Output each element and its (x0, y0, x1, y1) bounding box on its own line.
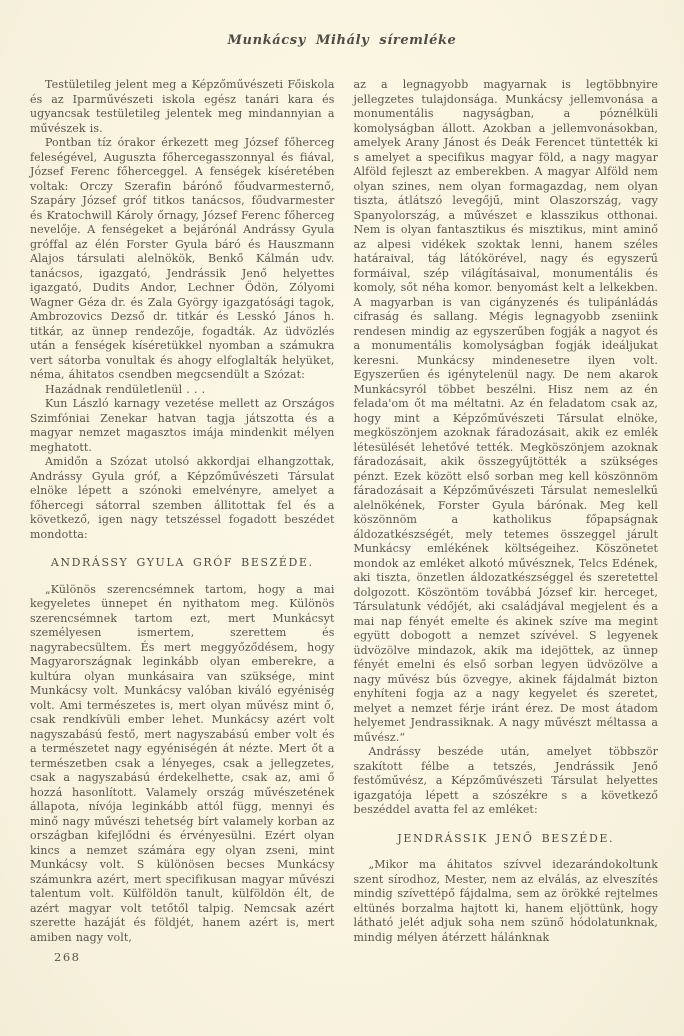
speech-heading-andrassy: ANDRÁSSY GYULA GRÓF BESZÉDE. (50, 556, 314, 569)
text-columns (30, 78, 658, 945)
left-column (30, 78, 335, 945)
paragraph-arrival: Pontban tíz órakor érkezett meg József főherceg feleségével, Auguszta főhercegasszonnyal és fiával, József Ferenc főherceggel. A fenségek kíséretében voltak: Orczy Szerafin bárónő főudvarmesternő, Szapáry József gróf titkos tanácsos, főudvarmester és Kratochwill Károly őrnagy, József Ferenc főherceg nevelője. A fenségeket a bejárónál Andrássy Gyula gróffal az élén Forster Gyula báró és Hauszmann Alajos társulati alelnökök, Benkő Kálmán udv. tanácsos, igazgató, Jendrássik Jenő helyettes igazgató, Dudits Andor, Lechner Ödön, Zólyomi Wagner Géza dr. és Zala György igazgatósági tagok, Ambrozovics Dezső dr. titkár és Lesskó János h. titkár, az ünnep rendezője, fogadták. Az üdvözlés után a fenségek kíséretükkel nyomban a számukra vert sátorba vonultak és ahogy elfoglalták helyüket, néma, áhitatos csendben megcsendült a Szózat: (30, 136, 335, 381)
speech-paragraph-andrassy: „Különös szerencsémnek tartom, hogy a mai kegyeletes ünnepet én nyithatom meg. Különös szerencsémnek tartom ezt, mert Munkácsyt személyesen ismertem, szerettem és nagyrabecsültem. És mert meggyőződésem, hogy Magyarországnak leginkább olyan emberekre, a kultúra olyan munkásaira van szüksége, mint Munkácsy volt. Munkácsy valóban kiváló egyéniség volt. Ami természetes is, mert olyan művész mint ő, csak rendkívüli ember lehet. Munkácsy azért volt nagyszabású festő, mert nagyszabású ember volt és a természetet nagy egyéniségén át nézte. Mert őt a természetben csak a lényeges, csak a jellegzetes, csak a nagyszabású érdekelhette, csak az, ami ő hozzá hasonlított. Valamely ország művészetének állapota, nívója leginkább attól függ, mennyi és minő nagy művészi tehetség bírt valamely korban az országban kifejlődni és érvényesülni. Ezért olyan kincs a nemzet számára egy olyan zseni, mint Munkácsy volt. S különösen becses Munkácsy számunkra azért, mert specifikusan magyar művészi talentum volt. Külföldön tanult, külföldön élt, de azért magyar volt tetőtől talpig. Nemcsak azért szerette hazáját és földjét, hanem azért is, mert amiben nagy volt, (30, 582, 335, 944)
speech-paragraph-andrassy-continuation: az a legnagyobb magyarnak is legtöbbnyire jellegzetes tulajdonsága. Munkácsy jellemvonása a monumentális nagyságban, a póznélküli komolyságban állott. Azokban a jellemvonásokban, amelyek Arany Jánost és Deák Ferencet tüntették ki s amelyet a specifikus magyar föld, a nagy magyar Alföld fejleszt az emberekben. A magyar Alföld nem olyan szines, nem olyan formagazdag, nem olyan tiszta, átlátszó levegőjű, mint Olaszország, vagy Spanyolország, a művészet e klasszikus otthonai. Nem is olyan fantasztikus és misztikus, mint aminő az alpesi vidékek szoktak lenni, hanem széles határaival, tág látókörével, nagy és egyszerű formáival, szép világításaival, monumentális és komoly, sőt néha komor. benyomást kelt a lelkekben. A magyarban is van cigányzenés és tulipánládás cifraság és sallang. Mégis legnagyobb zseniink rendesen mindig az egyszerűben fogják a nagyot és a monumentális komolyságban fogják ideáljukat keresni. Munkácsy mindenesetre ilyen volt. Egyszerűen és igénytelenül nagy. De nem akarok Munkácsyról többet beszélni. Hisz nem az én felada'om őt ma méltatni. Az én feladatom csak az, hogy mint a Képzőművészeti Társulat elnöke, megköszönjem azoknak fáradozásait, akik ez emlék létesülését lehetővé tették. Megköszönjem azoknak fáradozásait, akik összegyűjtötték a szükséges pénzt. Ezek között első sorban meg kell köszönnöm fáradozásait a Képzőművészeti Társulat nemeslelkű alelnökének, Forster Gyula bárónak. Meg kell köszönnöm a katholikus főpapságnak áldozatkészségét, mely tetemes összeggel járult Munkácsy emlékének költségeihez. Köszönetet mondok az emléket alkotó művésznek, Telcs Edének, aki tiszta, önzetlen áldozatkészséggel és szeretettel dolgozott. Köszöntöm továbbá József kir. herceget, Társulatunk védőjét, aki családjával megjelent és a mai nap fényét emelte és akinek szíve ma megint együtt dobogott a nemzet szívével. S legyenek üdvözölve mindazok, akik ma idejöttek, az ünnep fényét emelni és első sorban legyen üdvözölve a nagy művész bús özvegye, akinek fájdalmát bizton enyhíteni fogja az a nagy kegyelet és szeretet, melyet a nemzet férje iránt érez. De most átadom helyemet Jendrassiknak. A nagy művészt méltassa a művész.“ (353, 78, 658, 744)
paragraph-jendrassik-intro: Andrássy beszéde után, amelyet többször szakított félbe a tetszés, Jendrássik Jenő festőművész, a Képzőművészeti Társulat helyettes igazgatója lépett a szószékre s a következő beszéddel avatta fel az emléket: (353, 745, 658, 816)
paragraph-attendance: Testületileg jelent meg a Képzőművészeti Főiskola és az Iparművészeti iskola egész tanári kara és ugyancsak testületileg jelentek meg mindannyian a művészek is. (30, 78, 335, 135)
right-column (354, 78, 659, 945)
paragraph-orchestra: Kun László karnagy vezetése mellett az Országos Szimfóniai Zenekar hatvan tagja játszotta és a magyar nemzet magasztos imája mindenkit mélyen meghatott. (30, 397, 335, 454)
running-header-title: Munkácsy Mihály síremléke (227, 33, 457, 48)
speech-paragraph-jendrassik: „Mikor ma áhitatos szívvel idezarándokoltunk szent sírodhoz, Mester, nem az elválás, az elveszítés mindig szívettépő fájdalma, sem az örökké rejtelmes eltünés borzalma hajtott ki, hanem eljöttünk, hogy látható jelét adjuk soha nem szünő hódolatunknak, mindig mélyen átérzett hálánknak (353, 858, 658, 944)
page-number: 268 (54, 950, 81, 964)
paragraph-andrassy-intro: Amidőn a Szózat utolsó akkordjai elhangzottak, Andrássy Gyula gróf, a Képzőművészeti Társulat elnöke lépett a szónoki emelvényre, amelyet a főhercegi sátorral szemben állitottak fel és a következő, igen nagy tetszéssel fogadott beszédet mondotta: (30, 455, 335, 541)
paragraph-szozat-quote: Hazádnak rendületlenül . . . (45, 382, 206, 396)
speech-heading-jendrassik: JENDRÁSSIK JENŐ BESZÉDE. (397, 831, 615, 845)
